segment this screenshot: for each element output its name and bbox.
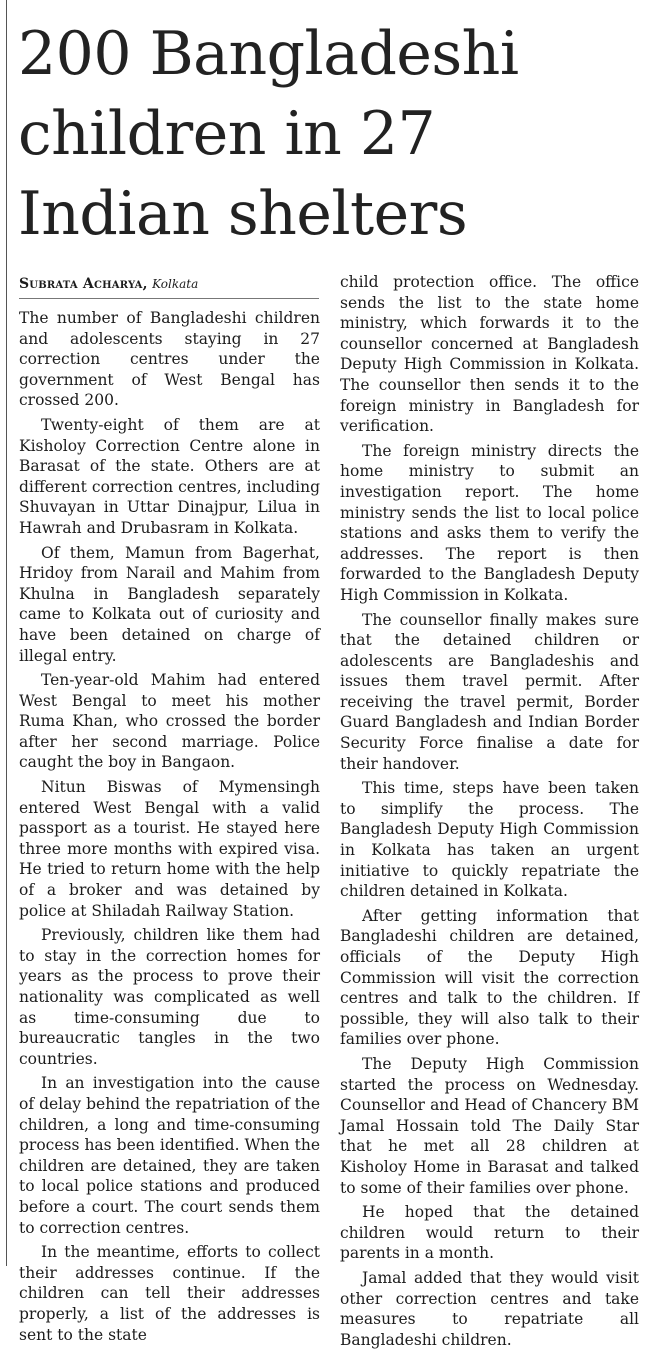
paragraph: child protection office. The office sends the list to the state home ministry, which forwards it to the counsellor concerned at Bangladesh Deputy High Commission in Kolkata. The counsellor then sends it to the foreign ministry in Bangladesh for verification. (340, 273, 639, 436)
paragraph: The number of Bangladeshi children and adolescents staying in 27 correction centres under the government of West Bengal has crossed 200. (19, 309, 320, 410)
byline-location: Kolkata (152, 277, 199, 291)
article-column-1 (19, 308, 320, 1344)
paragraph: Twenty-eight of them are at Kisholoy Correction Centre alone in Barasat of the state. Others are at different correction centres, including Shuvayan in Uttar Dinajpur, Lilua in Hawrah and Drubasram in Kolkata. (19, 415, 320, 537)
paragraph: This time, steps have been taken to simplify the process. The Bangladesh Deputy High Commission in Kolkata has taken an urgent initiative to quickly repatriate the children detained in Kolkata. (340, 779, 639, 901)
paragraph: In an investigation into the cause of delay behind the repatriation of the children, a long and time-consuming process has been identified. When the children are detained, they are taken to local police stations and produced before a court. The court sends them to correction centres. (19, 1074, 320, 1237)
paragraph: Jamal added that they would visit other correction centres and take measures to repatriate all Bangladeshi children. (340, 1268, 639, 1349)
headline: 200 Bangladeshi children in 27 Indian shelters (18, 19, 519, 249)
column-divider-left (6, 0, 7, 1266)
paragraph: In the meantime, efforts to collect their addresses continue. If the children can tell their addresses properly, a list of the addresses is sent to the state (19, 1243, 320, 1344)
paragraph: The Deputy High Commission started the process on Wednesday. Counsellor and Head of Chancery BM Jamal Hossain told The Daily Star that he met all 28 children at Kisholoy Home in Barasat and talked to some of their families over phone. (340, 1054, 639, 1197)
paragraph: After getting information that Bangladeshi children are detained, officials of the Deputy High Commission will visit the correction centres and talk to the children. If possible, they will also talk to their families over phone. (340, 906, 639, 1049)
byline-author: Subrata Acharya, (19, 276, 148, 292)
paragraph: Nitun Biswas of Mymensingh entered West Bengal with a valid passport as a tourist. He stayed here three more months with expired visa. He tried to return home with the help of a broker and was detained by police at Shiladah Railway Station. (19, 778, 320, 920)
article-column-2 (340, 272, 639, 1349)
paragraph: Ten-year-old Mahim had entered West Bengal to meet his mother Ruma Khan, who crossed the border after her second marriage. Police caught the boy in Bangaon. (19, 671, 320, 772)
paragraph: The foreign ministry directs the home ministry to submit an investigation report. The home ministry sends the list to local police stations and asks them to verify the addresses. The report is then forwarded to the Bangladesh Deputy High Commission in Kolkata. (340, 441, 639, 604)
byline (19, 274, 319, 294)
paragraph: He hoped that the detained children would return to their parents in a month. (340, 1203, 639, 1263)
paragraph: The counsellor finally makes sure that the detained children or adolescents are Bangladeshis and issues them travel permit. After receiving the travel permit, Border Guard Bangladesh and Indian Border Security Force finalise a date for their handover. (340, 610, 639, 773)
paragraph: Previously, children like them had to stay in the correction homes for years as the process to prove their nationality was complicated as well as time-consuming due to bureaucratic tangles in the two countries. (19, 926, 320, 1068)
byline-rule (19, 298, 319, 299)
paragraph: Of them, Mamun from Bagerhat, Hridoy from Narail and Mahim from Khulna in Bangladesh separately came to Kolkata out of curiosity and have been detained on charge of illegal entry. (19, 543, 320, 665)
